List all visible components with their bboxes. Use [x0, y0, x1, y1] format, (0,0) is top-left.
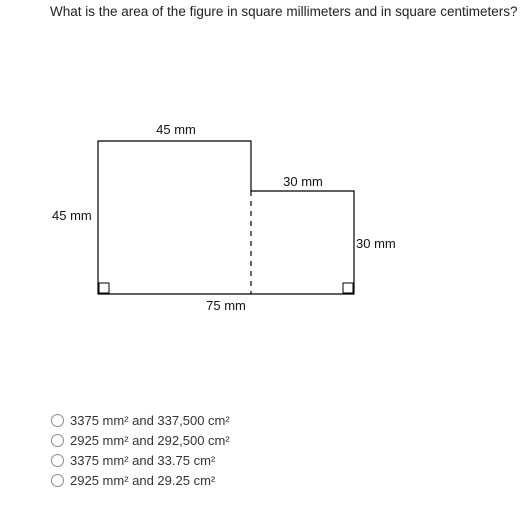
answer-option-label: 2925 mm² and 292,500 cm²	[70, 432, 230, 448]
answer-option-label: 3375 mm² and 337,500 cm²	[70, 412, 230, 428]
question-text: What is the area of the figure in square millimeters and in square centimeters?	[50, 4, 518, 19]
label-small-right: 30 mm	[356, 236, 396, 251]
label-square-top: 45 mm	[156, 122, 196, 137]
radio-button-2[interactable]	[51, 434, 64, 447]
answer-option-label: 3375 mm² and 33.75 cm²	[70, 452, 216, 468]
radio-button-1[interactable]	[51, 414, 64, 427]
answer-option-label: 2925 mm² and 29.25 cm²	[70, 472, 216, 488]
label-square-left: 45 mm	[52, 208, 92, 223]
answer-option-2[interactable]	[51, 430, 230, 450]
answer-options	[51, 410, 230, 490]
right-angle-marker-right	[343, 283, 353, 293]
right-angle-marker-left	[99, 283, 109, 293]
answer-option-4[interactable]	[51, 470, 230, 490]
label-small-top: 30 mm	[283, 174, 323, 189]
radio-button-3[interactable]	[51, 454, 64, 467]
figure-outline	[98, 141, 354, 294]
answer-option-1[interactable]	[51, 410, 230, 430]
radio-button-4[interactable]	[51, 474, 64, 487]
answer-option-3[interactable]	[51, 450, 230, 470]
label-bottom: 75 mm	[206, 298, 246, 313]
